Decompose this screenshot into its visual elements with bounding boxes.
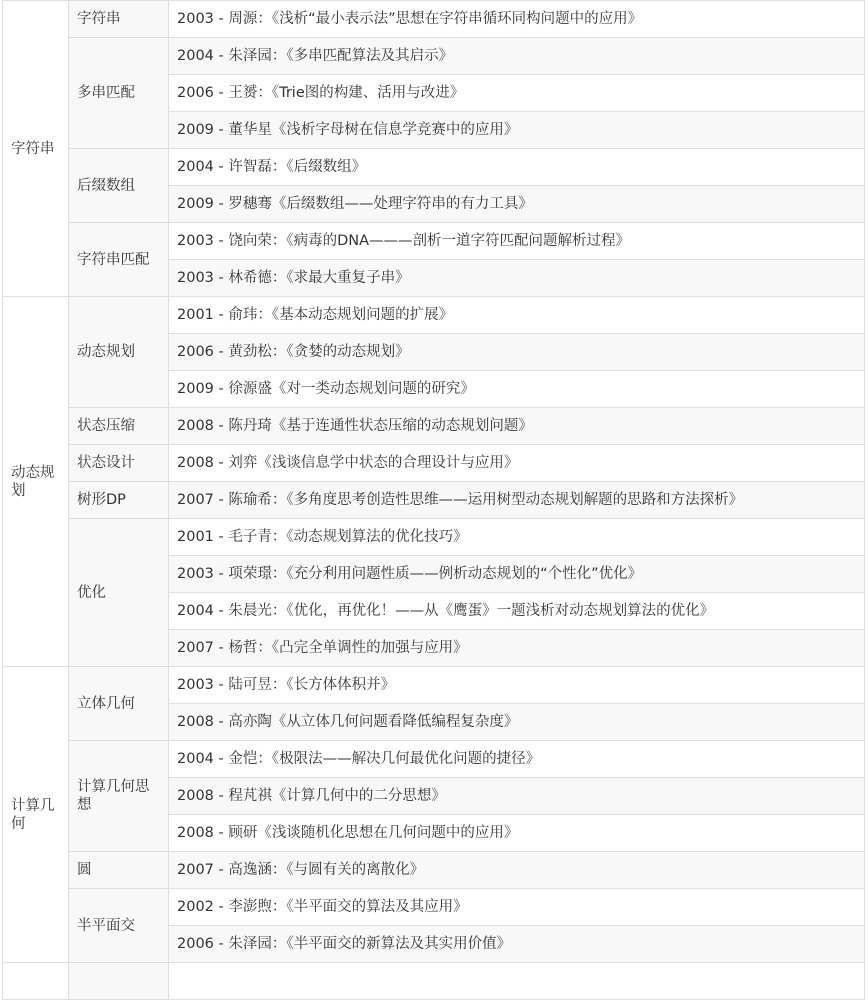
table-row [3, 1, 865, 38]
paper-cell: 2006 - 朱泽园：《半平面交的新算法及其实用价值》 [169, 926, 865, 963]
paper-cell: 2003 - 项荣璟：《充分利用问题性质——例析动态规划的“个性化”优化》 [169, 556, 865, 593]
subcategory-cell: 半平面交 [69, 889, 169, 963]
subcategory-cell: 立体几何 [69, 667, 169, 741]
table-row [3, 38, 865, 75]
subcategory-cell: 状态压缩 [69, 408, 169, 445]
paper-cell: 2002 - 李澎煦：《半平面交的算法及其应用》 [169, 889, 865, 926]
category-cell: 动态规划 [3, 297, 69, 667]
paper-cell: 2009 - 徐源盛《对一类动态规划问题的研究》 [169, 371, 865, 408]
subcategory-cell: 状态设计 [69, 445, 169, 482]
subcategory-cell: 树形DP [69, 482, 169, 519]
table-row [3, 149, 865, 186]
subcategory-cell: 优化 [69, 519, 169, 667]
paper-index-table [2, 0, 865, 1000]
paper-cell: 2007 - 陈瑜希：《多角度思考创造性思维——运用树型动态规划解题的思路和方法探析》 [169, 482, 865, 519]
paper-cell: 2004 - 许智磊：《后缀数组》 [169, 149, 865, 186]
table-row [3, 223, 865, 260]
table-row [3, 408, 865, 445]
paper-cell: 2001 - 毛子青：《动态规划算法的优化技巧》 [169, 519, 865, 556]
table-row [3, 482, 865, 519]
paper-cell: 2003 - 周源：《浅析“最小表示法”思想在字符串循环同构问题中的应用》 [169, 1, 865, 38]
paper-cell: 2004 - 朱泽园：《多串匹配算法及其启示》 [169, 38, 865, 75]
category-cell: 字符串 [3, 1, 69, 297]
paper-cell: 2008 - 刘弈《浅谈信息学中状态的合理设计与应用》 [169, 445, 865, 482]
subcategory-cell: 多串匹配 [69, 38, 169, 149]
paper-cell: 2003 - 饶向荣：《病毒的DNA———剖析一道字符匹配问题解析过程》 [169, 223, 865, 260]
paper-cell: 2006 - 王赟：《Trie图的构建、活用与改进》 [169, 75, 865, 112]
paper-cell: 2009 - 罗穗骞《后缀数组——处理字符串的有力工具》 [169, 186, 865, 223]
paper-cell: 2003 - 林希德：《求最大重复子串》 [169, 260, 865, 297]
subcategory-cell: 字符串 [69, 1, 169, 38]
category-cell: 计算几何 [3, 667, 69, 963]
table-row [3, 519, 865, 556]
subcategory-cell: 圆 [69, 852, 169, 889]
paper-cell: 2008 - 程芃祺《计算几何中的二分思想》 [169, 778, 865, 815]
category-cell [3, 963, 69, 1000]
subcategory-cell: 字符串匹配 [69, 223, 169, 297]
paper-cell: 2003 - 陆可昱：《长方体体积并》 [169, 667, 865, 704]
paper-cell: 2008 - 高亦陶《从立体几何问题看降低编程复杂度》 [169, 704, 865, 741]
paper-cell: 2001 - 俞玮：《基本动态规划问题的扩展》 [169, 297, 865, 334]
table-row [3, 445, 865, 482]
paper-cell: 2009 - 董华星《浅析字母树在信息学竞赛中的应用》 [169, 112, 865, 149]
table-row [3, 741, 865, 778]
table-row [3, 852, 865, 889]
subcategory-cell: 计算几何思想 [69, 741, 169, 852]
subcategory-cell: 动态规划 [69, 297, 169, 408]
table-row [3, 667, 865, 704]
paper-cell: 2007 - 杨哲：《凸完全单调性的加强与应用》 [169, 630, 865, 667]
subcategory-cell [69, 963, 169, 1000]
paper-cell: 2008 - 陈丹琦《基于连通性状态压缩的动态规划问题》 [169, 408, 865, 445]
paper-cell: 2007 - 高逸涵：《与圆有关的离散化》 [169, 852, 865, 889]
paper-index-body [3, 1, 865, 1000]
subcategory-cell: 后缀数组 [69, 149, 169, 223]
table-row [3, 297, 865, 334]
paper-cell: 2006 - 黄劲松：《贪婪的动态规划》 [169, 334, 865, 371]
paper-cell [169, 963, 865, 1000]
paper-cell: 2004 - 朱晨光：《优化，再优化！——从《鹰蛋》一题浅析对动态规划算法的优化》 [169, 593, 865, 630]
table-row-partial [3, 963, 865, 1000]
table-row [3, 889, 865, 926]
paper-cell: 2008 - 顾研《浅谈随机化思想在几何问题中的应用》 [169, 815, 865, 852]
paper-cell: 2004 - 金恺：《极限法——解决几何最优化问题的捷径》 [169, 741, 865, 778]
